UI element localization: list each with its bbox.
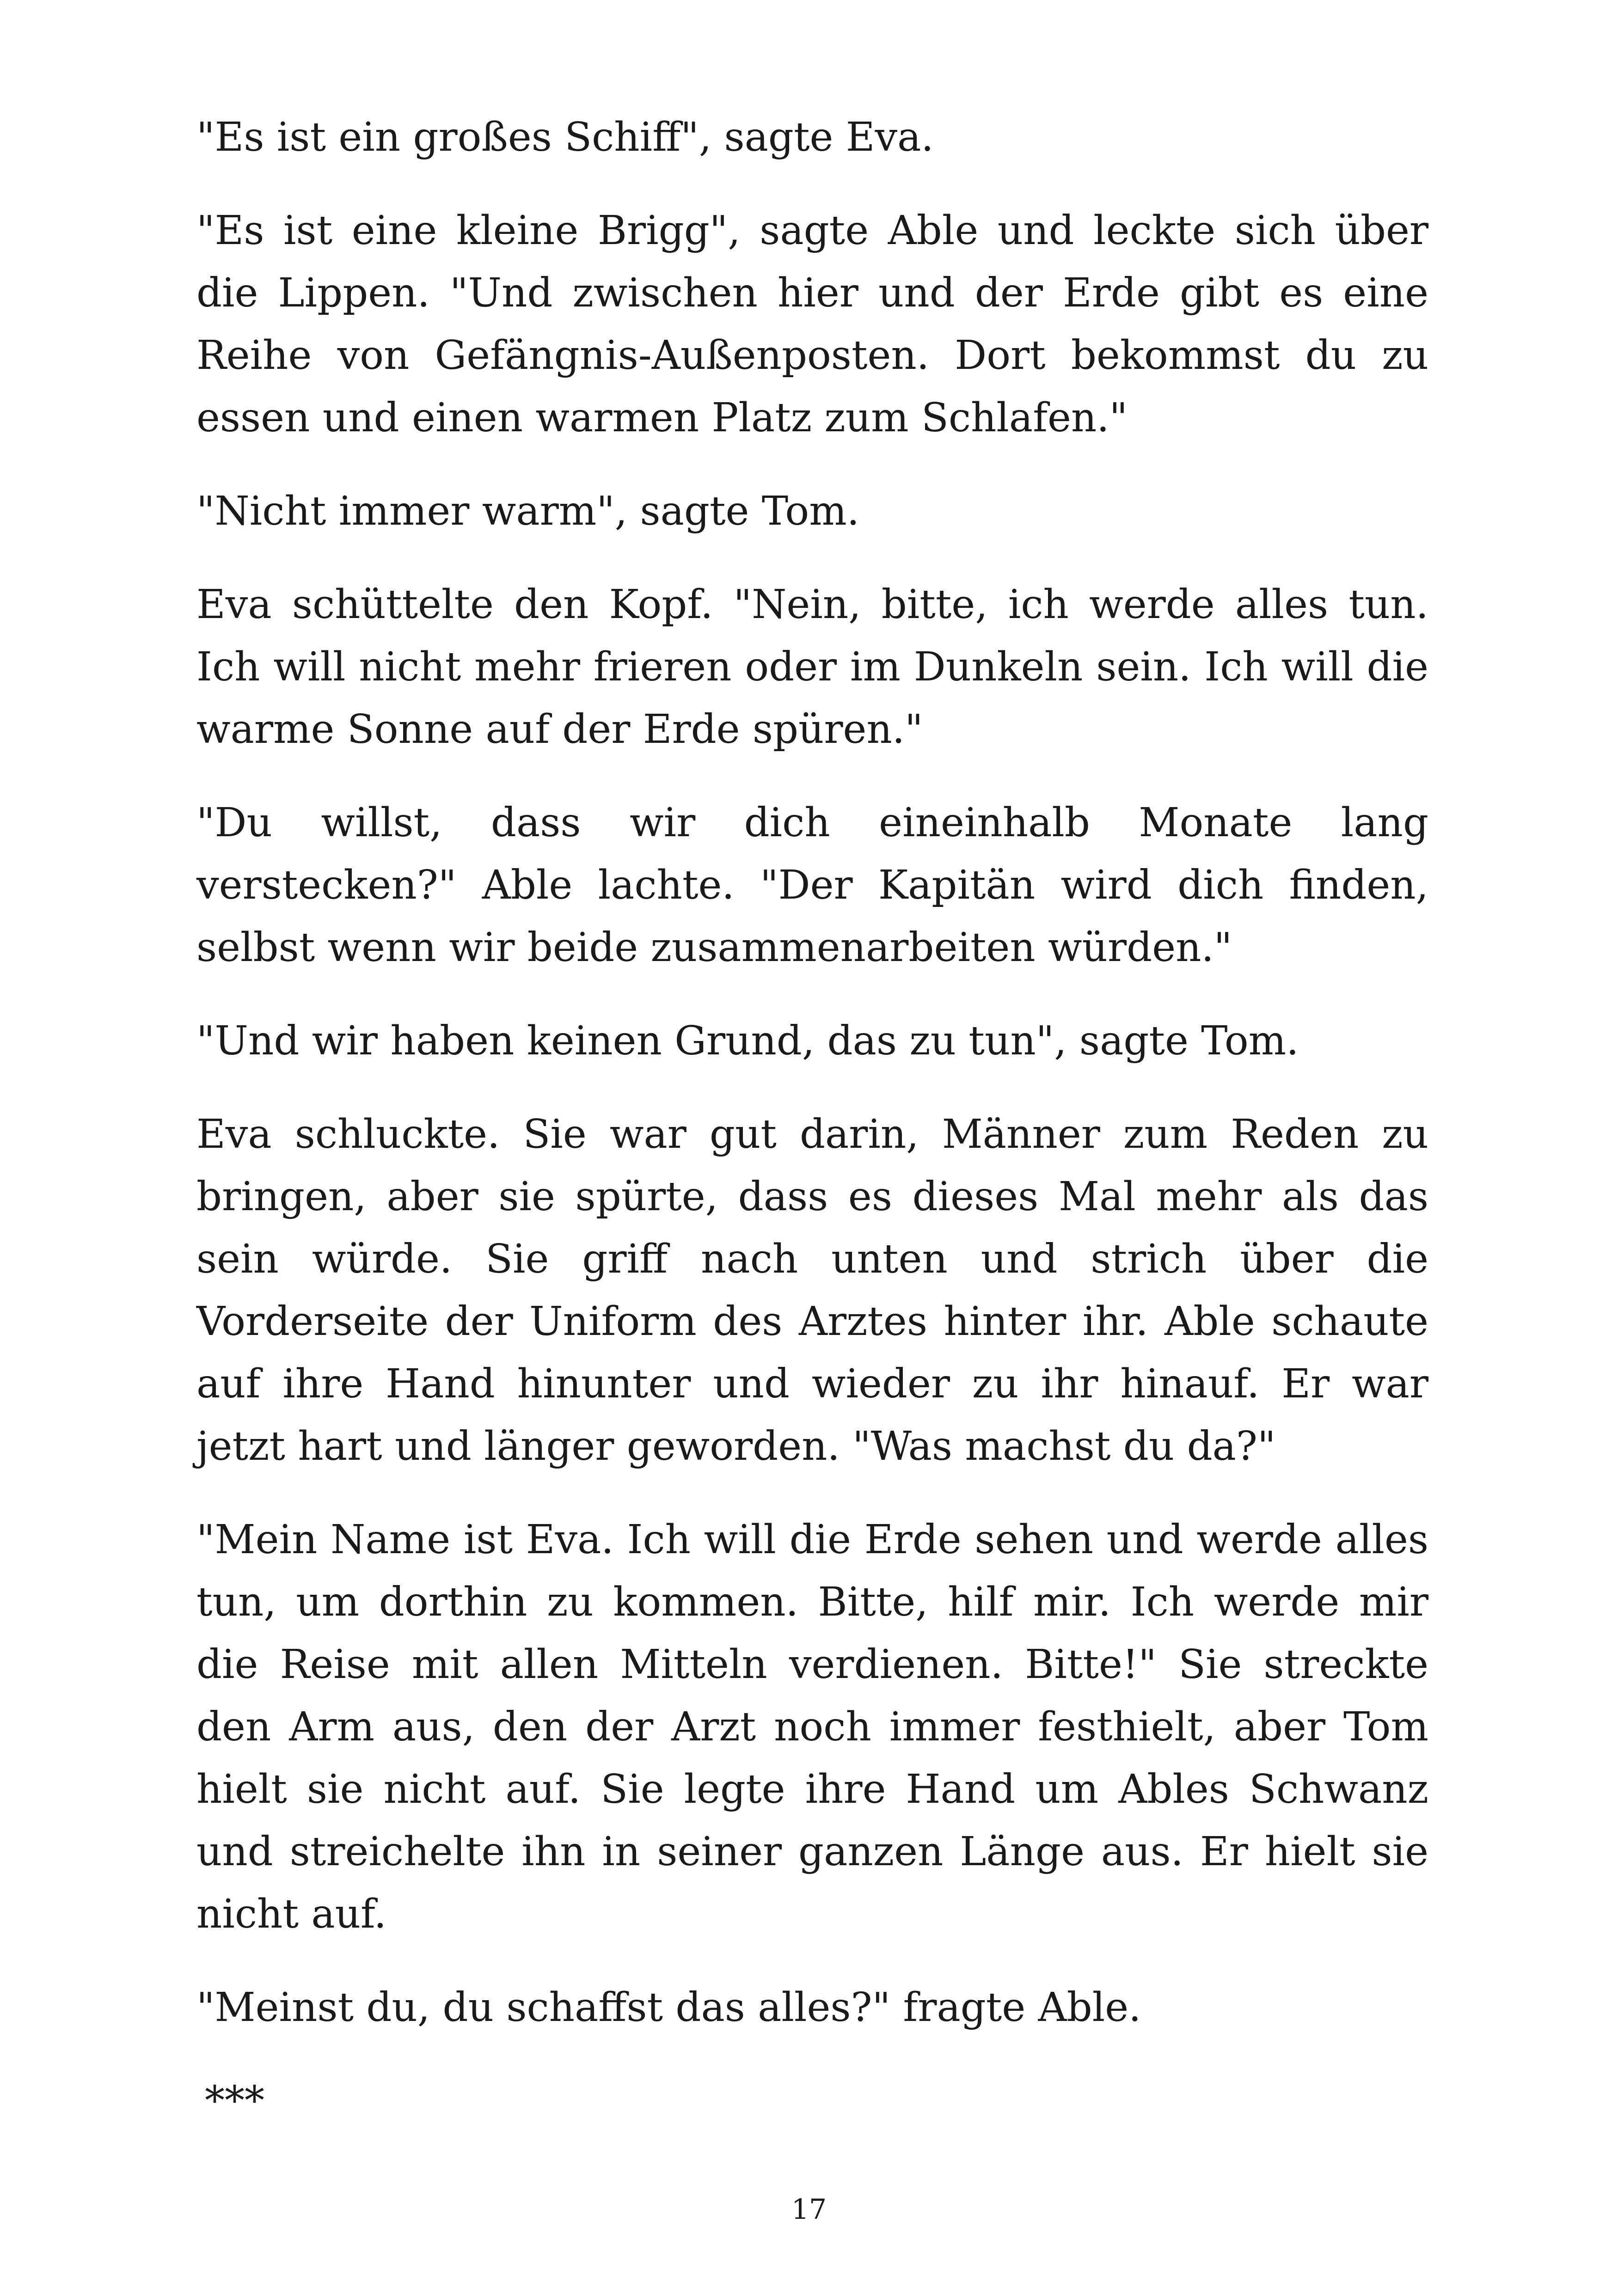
paragraph: "Es ist ein großes Schiff", sagte Eva. xyxy=(196,114,934,160)
paragraph: Eva schluckte. Sie war gut darin, Männer zum Reden zu bringen, aber sie spürte, dass es dieses Mal mehr als das sein würde. Sie griff nach unten und strich über die Vorderseite der Uniform des Arztes hinter ihr. Able schaute auf ihre Hand hinunter und wieder zu ihr hinauf. Er war jetzt hart und länger geworden. "Was machst du da?" xyxy=(196,1111,1428,1469)
paragraph: Eva schüttelte den Kopf. "Nein, bitte, ich werde alles tun. Ich will nicht mehr frieren oder im Dunkeln sein. Ich will die warme Sonne auf der Erde spüren." xyxy=(196,582,1428,753)
paragraph: "Es ist eine kleine Brigg", sagte Able und leckte sich über die Lippen. "Und zwischen hier und der Erde gibt es eine Reihe von Gefängnis-Außenposten. Dort bekommst du zu essen und einen warmen Platz zum Schlafen." xyxy=(196,208,1428,441)
scene-separator: *** xyxy=(205,2078,264,2124)
page-body xyxy=(196,106,1428,2132)
paragraph: "Nicht immer warm", sagte Tom. xyxy=(196,488,860,534)
paragraph: "Und wir haben keinen Grund, das zu tun", sagte Tom. xyxy=(196,1018,1299,1064)
paragraph: "Du willst, dass wir dich eineinhalb Monate lang verstecken?" Able lachte. "Der Kapitän wird dich finden, selbst wenn wir beide zusammenarbeiten würden." xyxy=(196,800,1428,971)
page-number: 17 xyxy=(791,2193,827,2226)
paragraph: "Meinst du, du schaffst das alles?" fragte Able. xyxy=(196,1984,1141,2031)
paragraph: "Mein Name ist Eva. Ich will die Erde sehen und werde alles tun, um dorthin zu kommen. Bitte, hilf mir. Ich werde mir die Reise mit allen Mitteln verdienen. Bitte!" Sie streckte den Arm aus, den der Arzt noch immer festhielt, aber Tom hielt sie nicht auf. Sie legte ihre Hand um Ables Schwanz und streichelte ihn in seiner ganzen Länge aus. Er hielt sie nicht auf. xyxy=(196,1517,1428,1937)
